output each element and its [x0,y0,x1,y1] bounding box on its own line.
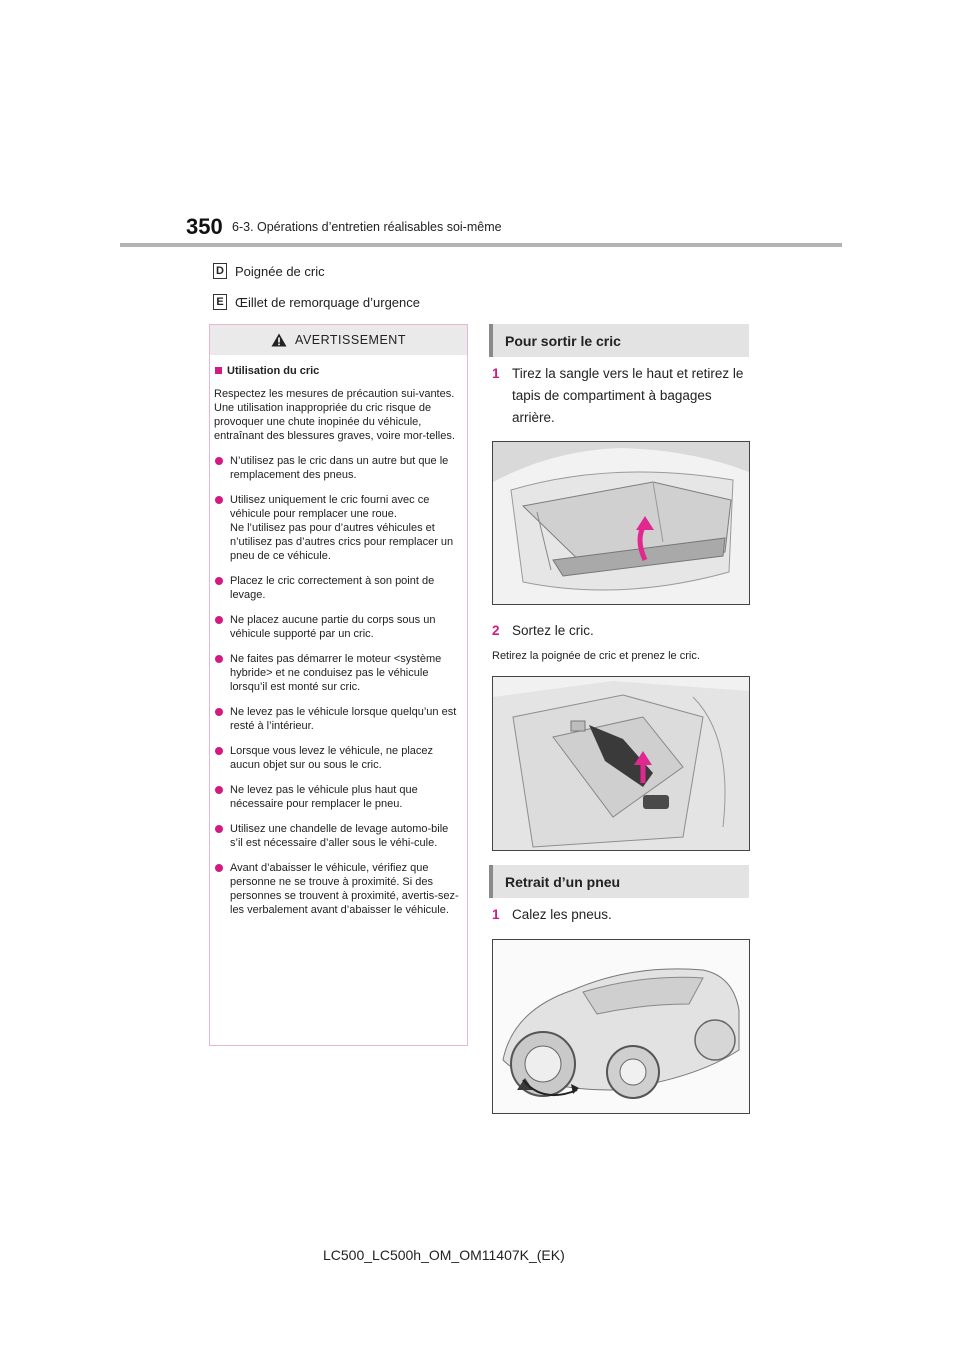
warning-bullet: Ne placez aucune partie du corps sous un véhicule supporté par un cric. [214,613,463,641]
legend-item-e [213,294,420,310]
warning-bullet: Ne levez pas le véhicule plus haut que nécessaire pour remplacer le pneu. [214,783,463,811]
section-header: 6-3. Opérations d’entretien réalisables soi-même [232,220,502,234]
warning-box [209,324,468,1046]
bullet-dot-icon [215,577,223,585]
page-number: 350 [186,214,223,239]
jack-compartment-illustration [492,676,750,851]
legend-label: Œillet de remorquage d’urgence [235,294,420,310]
car-wheel-chock-drawing [493,940,749,1113]
warning-intro: Respectez les mesures de précaution sui-vantes. Une utilisation inappropriée du cric risque de provoquer une chute inopinée du véhicule, entraînant des blessures graves, voire mor-telles. [214,388,455,442]
step-number: 1 [492,907,500,922]
warning-bullet: Utilisez uniquement le cric fourni avec ce véhicule pour remplacer une roue. Ne l’utilisez pas pour d’autres véhicules et n’utilisez pas d’autres crics pour remplacer un pneu de ce véhicule. [214,493,463,563]
step-text: Tirez la sangle vers le haut et retirez le tapis de compartiment à bagages arrière. [512,366,744,425]
legend-letter-box: D [213,263,227,279]
bullet-dot-icon [215,655,223,663]
step-item [492,620,750,642]
trunk-mat-illustration [492,441,750,605]
section-title-bar-jack [489,324,749,357]
legend-item-d [213,263,325,279]
step-number: 1 [492,366,500,381]
legend-label: Poignée de cric [235,263,325,279]
section-title: Pour sortir le cric [505,332,621,349]
bullet-dot-icon [215,457,223,465]
warning-bullet: Avant d’abaisser le véhicule, vérifiez que personne ne se trouve à proximité. Si des personnes se trouvent à proximité, avertis-sez-les verbalement avant d’abaisser le véhicule. [214,861,463,917]
bullet-dot-icon [215,864,223,872]
bullet-dot-icon [215,708,223,716]
warning-title: AVERTISSEMENT [295,333,406,347]
section-accent [489,324,493,357]
jack-compartment-drawing [493,677,749,850]
warning-bullet: Lorsque vous levez le véhicule, ne placez aucun objet sur ou sous le cric. [214,744,463,772]
warning-triangle-icon [271,333,287,347]
step-text: Calez les pneus. [512,907,612,922]
step-note: Retirez la poignée de cric et prenez le cric. [492,650,700,662]
step-item [492,363,750,429]
square-bullet-icon [215,367,222,374]
trunk-mat-drawing [493,442,749,604]
warning-bullet: Ne levez pas le véhicule lorsque quelqu’un est resté à l’intérieur. [214,705,463,733]
warning-heading-text: Utilisation du cric [227,365,320,377]
step-item [492,904,750,926]
section-title: Retrait d’un pneu [505,873,621,890]
bullet-dot-icon [215,825,223,833]
legend-letter-box: E [213,294,227,310]
header-divider [120,243,842,247]
warning-heading [214,364,463,378]
step-text: Sortez le cric. [512,623,594,638]
warning-bullet: N’utilisez pas le cric dans un autre but que le remplacement des pneus. [214,454,463,482]
bullet-dot-icon [215,616,223,624]
bullet-dot-icon [215,747,223,755]
warning-header [210,325,467,355]
bullet-dot-icon [215,496,223,504]
section-accent [489,865,493,898]
warning-bullet: Utilisez une chandelle de levage automo-bile s’il est nécessaire d’aller sous le véhi-cule. [214,822,463,850]
section-title-bar-tire [489,865,749,898]
bullet-dot-icon [215,786,223,794]
step-number: 2 [492,623,500,638]
document-code: LC500_LC500h_OM_OM11407K_(EK) [323,1247,565,1263]
car-wheel-chock-illustration [492,939,750,1114]
warning-bullet: Ne faites pas démarrer le moteur <système hybride> et ne conduisez pas le véhicule lorsqu’il est monté sur cric. [214,652,463,694]
warning-bullet: Placez le cric correctement à son point de levage. [214,574,463,602]
